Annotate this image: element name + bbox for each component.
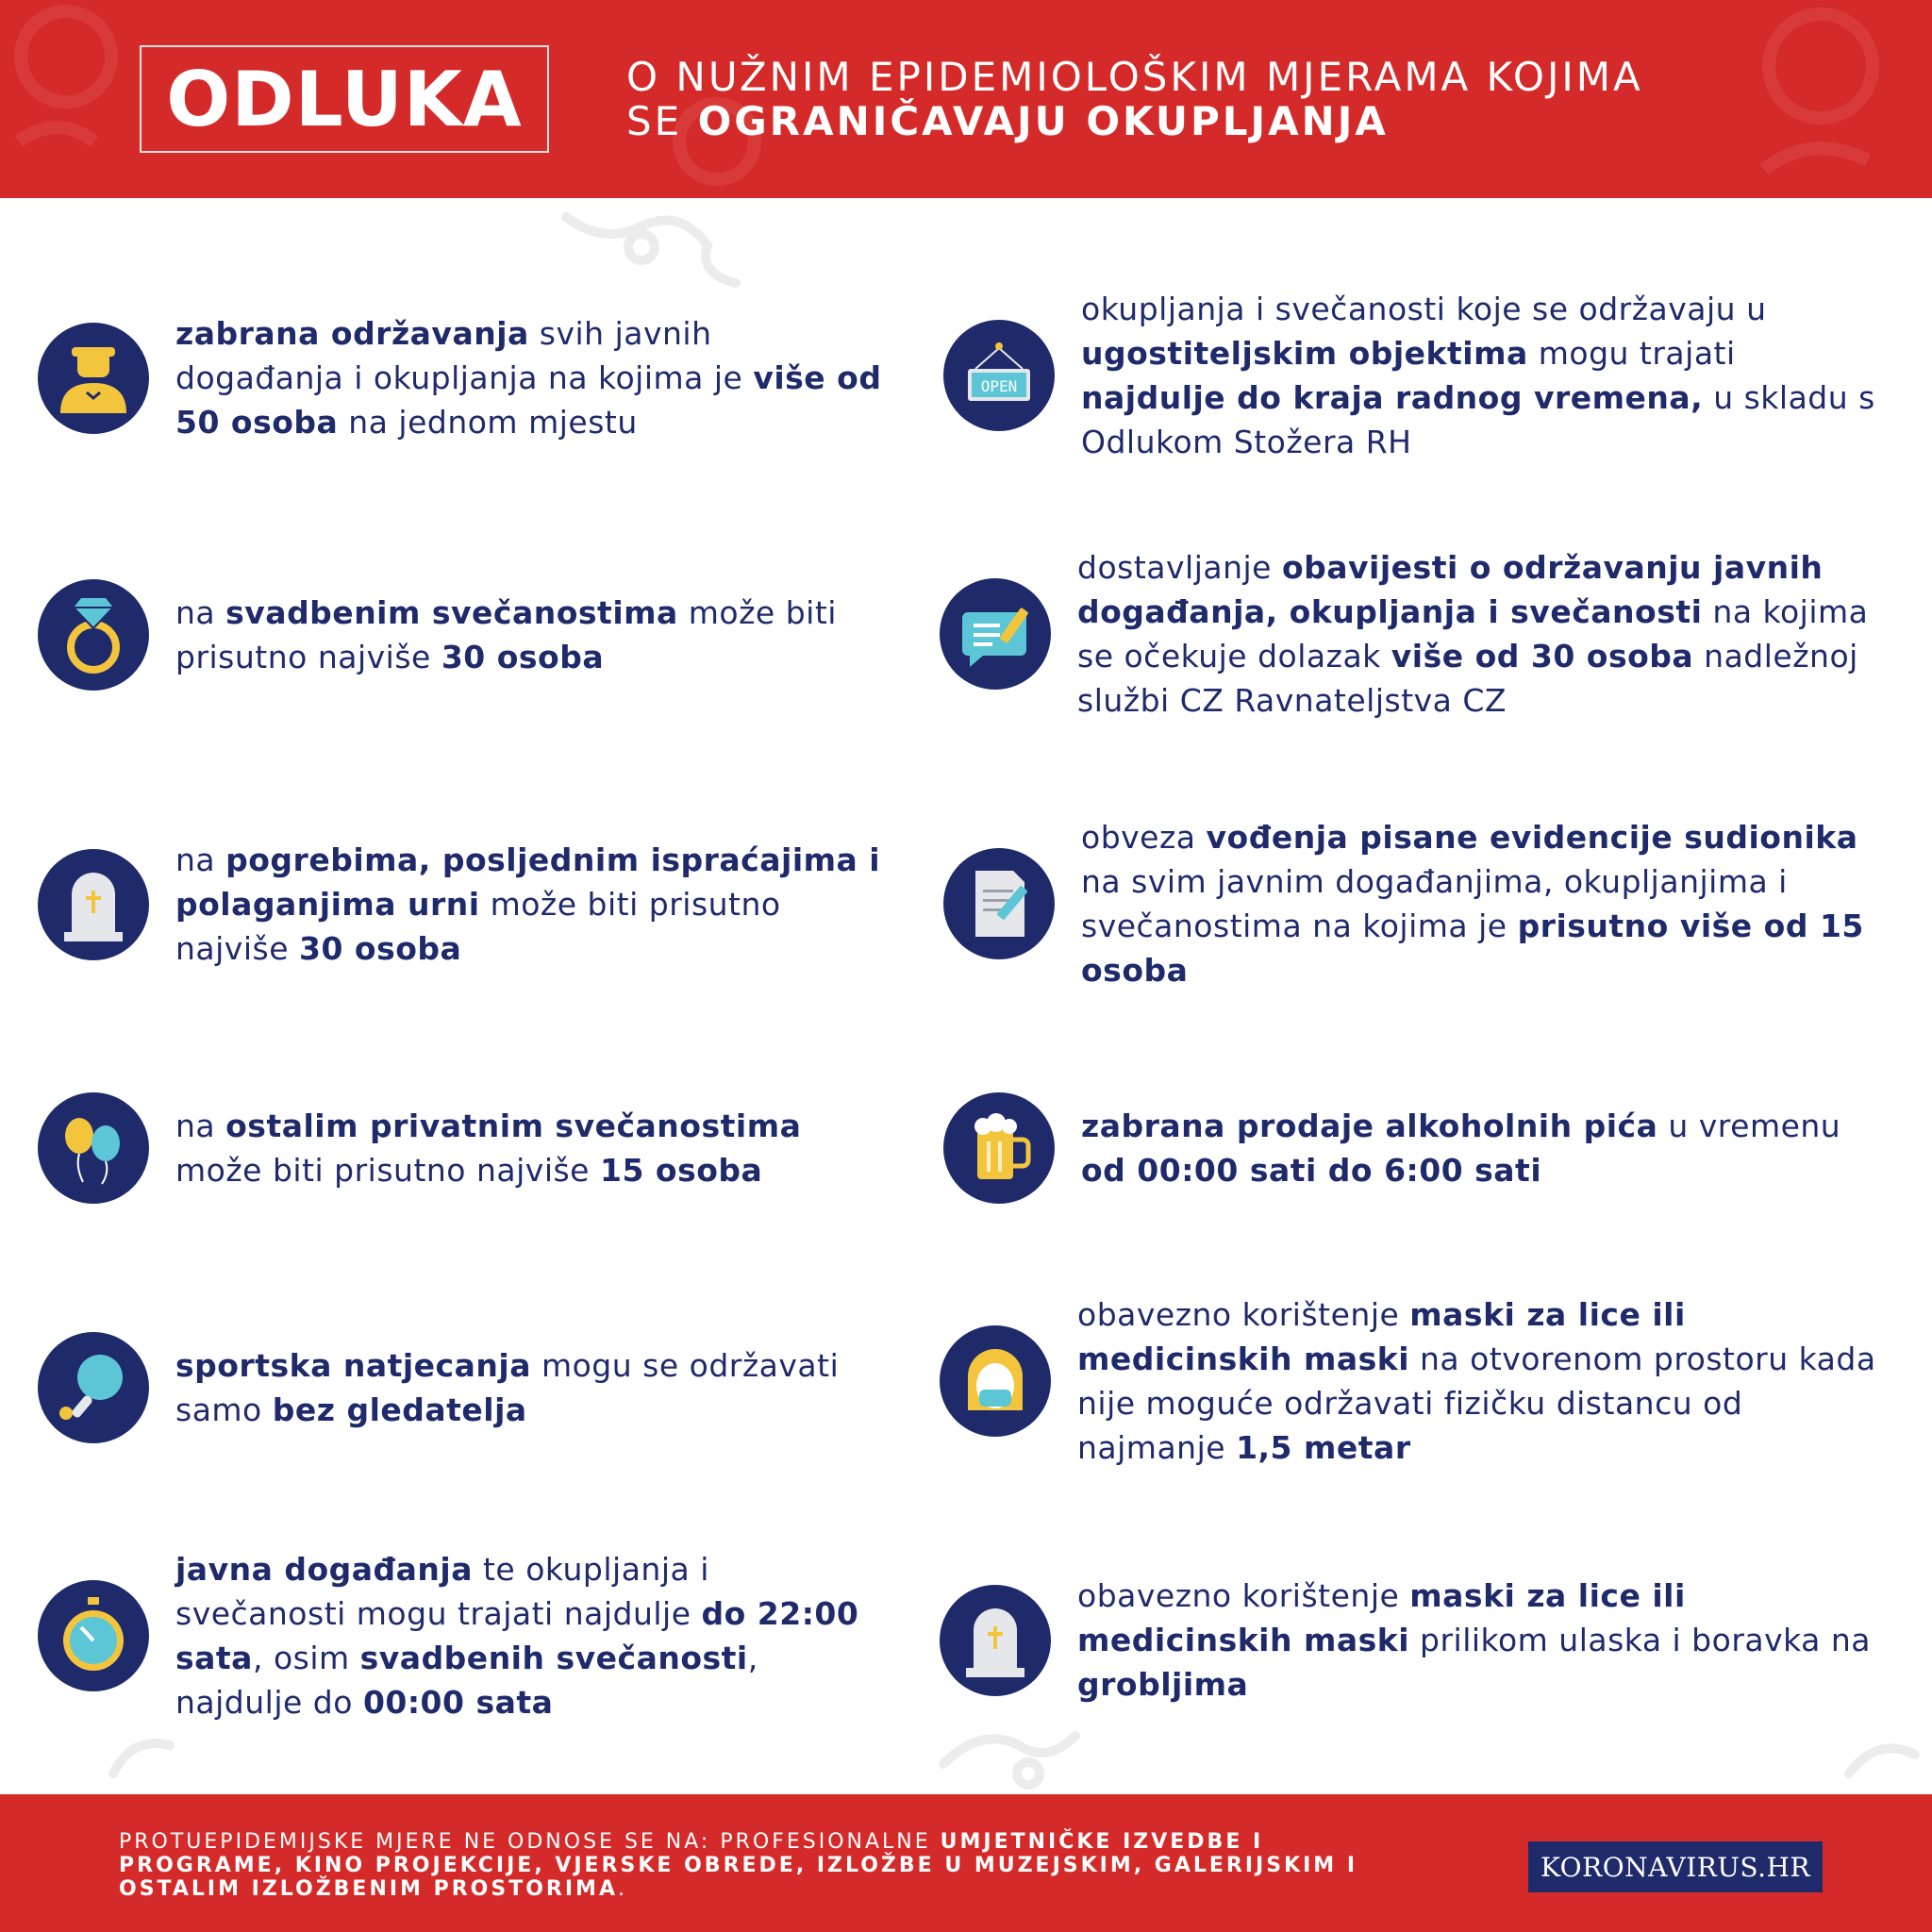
ping-pong-icon [38,1332,149,1443]
list-item [38,838,887,971]
item-text [1081,815,1887,992]
open-sign-icon [943,320,1055,431]
footer-banner [0,1794,1932,1932]
emphasis-text: više od 30 osoba [1391,638,1694,675]
list-item [943,1092,1887,1204]
face-mask-icon [940,1325,1051,1437]
beer-mug-icon [943,1092,1055,1204]
footer-note: PROTUEPIDEMIJSKE MJERE NE ODNOSE SE NA: PROFESIONALNE UMJETNIČKE IZVEDBE I PROGRAME, KINO PROJEKCIJE, VJERSKE OBREDE, IZLOŽBE U MUZEJSKIM, GALERIJSKIM I OSTALIM IZLOŽBENIM PROSTORIMA. [119,1830,1358,1901]
body-text: na [175,1108,226,1144]
emphasis-text: 00:00 sata [362,1684,554,1721]
list-item [38,311,887,444]
list-item [940,1292,1883,1470]
item-text [1081,287,1887,464]
body-text: može biti prisutno najviše [175,886,781,967]
subtitle-line-2: SE OGRANIČAVAJU OKUPLJANJA [626,98,1389,144]
body-text: na otvorenom prostoru kada nije moguće održavati fizičku distancu od najmanje [1077,1341,1876,1466]
page-subtitle [626,55,1890,143]
stopwatch-icon [38,1580,149,1691]
item-text [1081,1104,1887,1192]
open-sign-text: OPEN [980,377,1018,395]
list-item [940,545,1883,723]
subtitle-line-1: O NUŽNIM EPIDEMIOLOŠKIM MJERAMA KOJIMA [626,54,1643,100]
item-text [175,1343,887,1432]
emphasis-text: zabrana održavanja [175,315,529,352]
body-text: na kojima se očekuje dolazak [1077,593,1869,675]
emphasis-text: bez gledatelja [272,1391,527,1428]
body-text: na [175,594,226,631]
emphasis-text: svadbenih svečanosti [359,1640,748,1676]
list-item [38,1547,887,1724]
title-box [140,45,549,153]
body-text: , najdulje do [175,1640,758,1721]
body-text: na jednom mjestu [338,404,638,441]
emphasis-text: obavijesti o održavanju javnih događanja, okupljanja i svečanosti [1077,549,1824,630]
chat-pencil-icon [940,578,1051,690]
emphasis-text: 30 osoba [299,930,462,967]
list-item [940,1574,1883,1707]
document-pencil-icon [943,848,1055,959]
item-text [175,838,887,971]
header-banner [0,0,1932,198]
tombstone-icon [940,1585,1051,1696]
item-text [175,591,887,679]
body-text: , osim [252,1640,360,1676]
emphasis-text: 15 osoba [599,1152,763,1189]
item-text [1077,1292,1883,1470]
body-text: obavezno korištenje [1077,1577,1410,1614]
body-text: mogu trajati [1527,335,1736,372]
emphasis-text: prisutno više od 15 osoba [1081,908,1864,989]
page-title: ODLUKA [166,55,523,143]
brand-label: KORONAVIRUS.HR [1540,1851,1811,1883]
emphasis-text: ostalim privatnim svečanostima [225,1108,802,1144]
wedding-ring-icon [38,579,149,691]
body-text: prilikom ulaska i boravka na [1409,1622,1872,1658]
body-text: obveza [1081,819,1207,856]
body-text: može biti prisutno najviše [175,594,837,675]
emphasis-text: 1,5 metar [1236,1429,1411,1466]
item-text [1077,1574,1883,1707]
emphasis-text: vođenja pisane evidencije sudionika [1206,819,1858,856]
item-text [175,311,887,444]
item-text [1077,545,1883,723]
list-item [38,1332,887,1443]
body-text: na [175,841,226,878]
emphasis-text: javna događanja [175,1551,473,1588]
body-text: u vremenu [1657,1108,1841,1144]
emphasis-text: ugostiteljskim objektima [1081,335,1528,372]
emphasis-text: više od 50 osoba [175,359,882,441]
emphasis-text: pogrebima, posljednim ispraćajima i polaganjima urni [175,841,881,923]
body-text: može biti prisutno najviše [175,1152,600,1189]
emphasis-text: najdulje do kraja radnog vremena, [1081,379,1704,416]
emphasis-text: svadbenim svečanostima [225,594,678,631]
body-text: obavezno korištenje [1077,1296,1410,1333]
body-text: na svim javnim događanjima, okupljanjima i svečanostima na kojima je [1081,863,1788,944]
body-text: nadležnoj službi CZ Ravnateljstva CZ [1077,638,1858,719]
emphasis-text: 30 osoba [441,639,605,675]
list-item [943,287,1887,464]
emphasis-text: maski za lice ili medicinskih maski [1077,1577,1686,1658]
emphasis-text: maski za lice ili medicinskih maski [1077,1296,1686,1377]
body-text: mogu se održavati samo [175,1347,840,1428]
body-text: svih javnih događanja i okupljanja na kojima je [175,315,754,396]
emphasis-text: sportska natjecanja [175,1347,531,1384]
body-text: okupljanja i svečanosti koje se održavaju u [1081,291,1767,327]
emphasis-text: do 22:00 sata [175,1595,859,1676]
emphasis-text: grobljima [1077,1666,1249,1703]
list-item [38,579,887,691]
item-text [175,1104,887,1192]
balloons-icon [38,1092,149,1204]
brand-badge[interactable] [1528,1841,1823,1892]
item-text [175,1547,887,1724]
list-item [38,1092,887,1204]
tombstone-icon [38,849,149,960]
emphasis-text: zabrana prodaje alkoholnih pića [1081,1108,1658,1144]
host-person-icon [38,323,149,434]
body-text: u skladu s Odlukom Stožera RH [1081,379,1875,460]
body-text: dostavljanje [1077,549,1282,586]
emphasis-text: od 00:00 sati do 6:00 sati [1081,1152,1542,1189]
body-text: te okupljanja i svečanosti mogu trajati najdulje [175,1551,709,1632]
list-item [943,815,1887,992]
